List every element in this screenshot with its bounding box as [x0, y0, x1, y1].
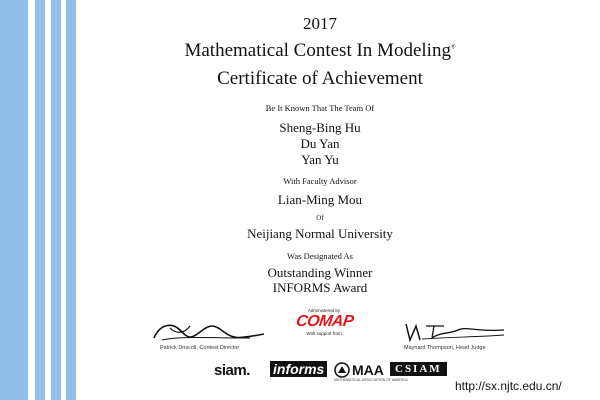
- team-member: Sheng-Bing Hu: [279, 120, 361, 135]
- informs-logo: informs: [270, 361, 327, 377]
- contest-name-text: Mathematical Contest In Modeling: [184, 40, 451, 61]
- watermark-url: http://sx.njtc.edu.cn/: [455, 379, 562, 393]
- maa-subtitle: MATHEMATICAL ASSOCIATION OF AMERICA: [334, 378, 408, 382]
- csiam-logo: CSIAM: [390, 362, 447, 376]
- comap-logo: COMAP: [294, 313, 355, 330]
- certificate-year: 2017: [303, 14, 337, 33]
- team-member: Yan Yu: [301, 152, 339, 167]
- designation: Outstanding Winner: [267, 265, 373, 280]
- stripe-thin: [35, 0, 45, 400]
- stripe-wide: [0, 0, 28, 400]
- award-name: INFORMS Award: [272, 280, 368, 295]
- contest-name: [90, 40, 550, 62]
- comap-block: [294, 308, 355, 336]
- siam-logo: siam.: [214, 362, 250, 379]
- university-name: Neijiang Normal University: [247, 226, 393, 241]
- team-member: Du Yan: [300, 136, 340, 151]
- designation-intro: Was Designated As: [287, 251, 353, 261]
- director-caption: Patrick Driscoll, Contest Director: [160, 345, 240, 351]
- of-label: Of: [316, 214, 324, 222]
- decorative-stripes: [0, 0, 86, 400]
- faculty-advisor: Lian-Ming Mou: [277, 192, 363, 207]
- maa-emblem-icon: [334, 362, 350, 378]
- stripe-thin: [51, 0, 61, 400]
- team-intro: Be It Known That The Team Of: [265, 103, 375, 113]
- judge-caption: Maynard Thompson, Head Judge: [404, 345, 486, 351]
- judge-signature: [400, 318, 510, 344]
- support-label: With support from: [306, 331, 342, 336]
- maa-logo: MAA: [352, 362, 384, 378]
- certificate-title: Certificate of Achievement: [217, 68, 423, 89]
- director-signature: [150, 318, 270, 344]
- administered-by-label: Administered by: [307, 308, 341, 313]
- stripe-thin: [66, 0, 76, 400]
- registered-mark: ®: [450, 44, 456, 51]
- advisor-intro: With Faculty Advisor: [283, 176, 357, 186]
